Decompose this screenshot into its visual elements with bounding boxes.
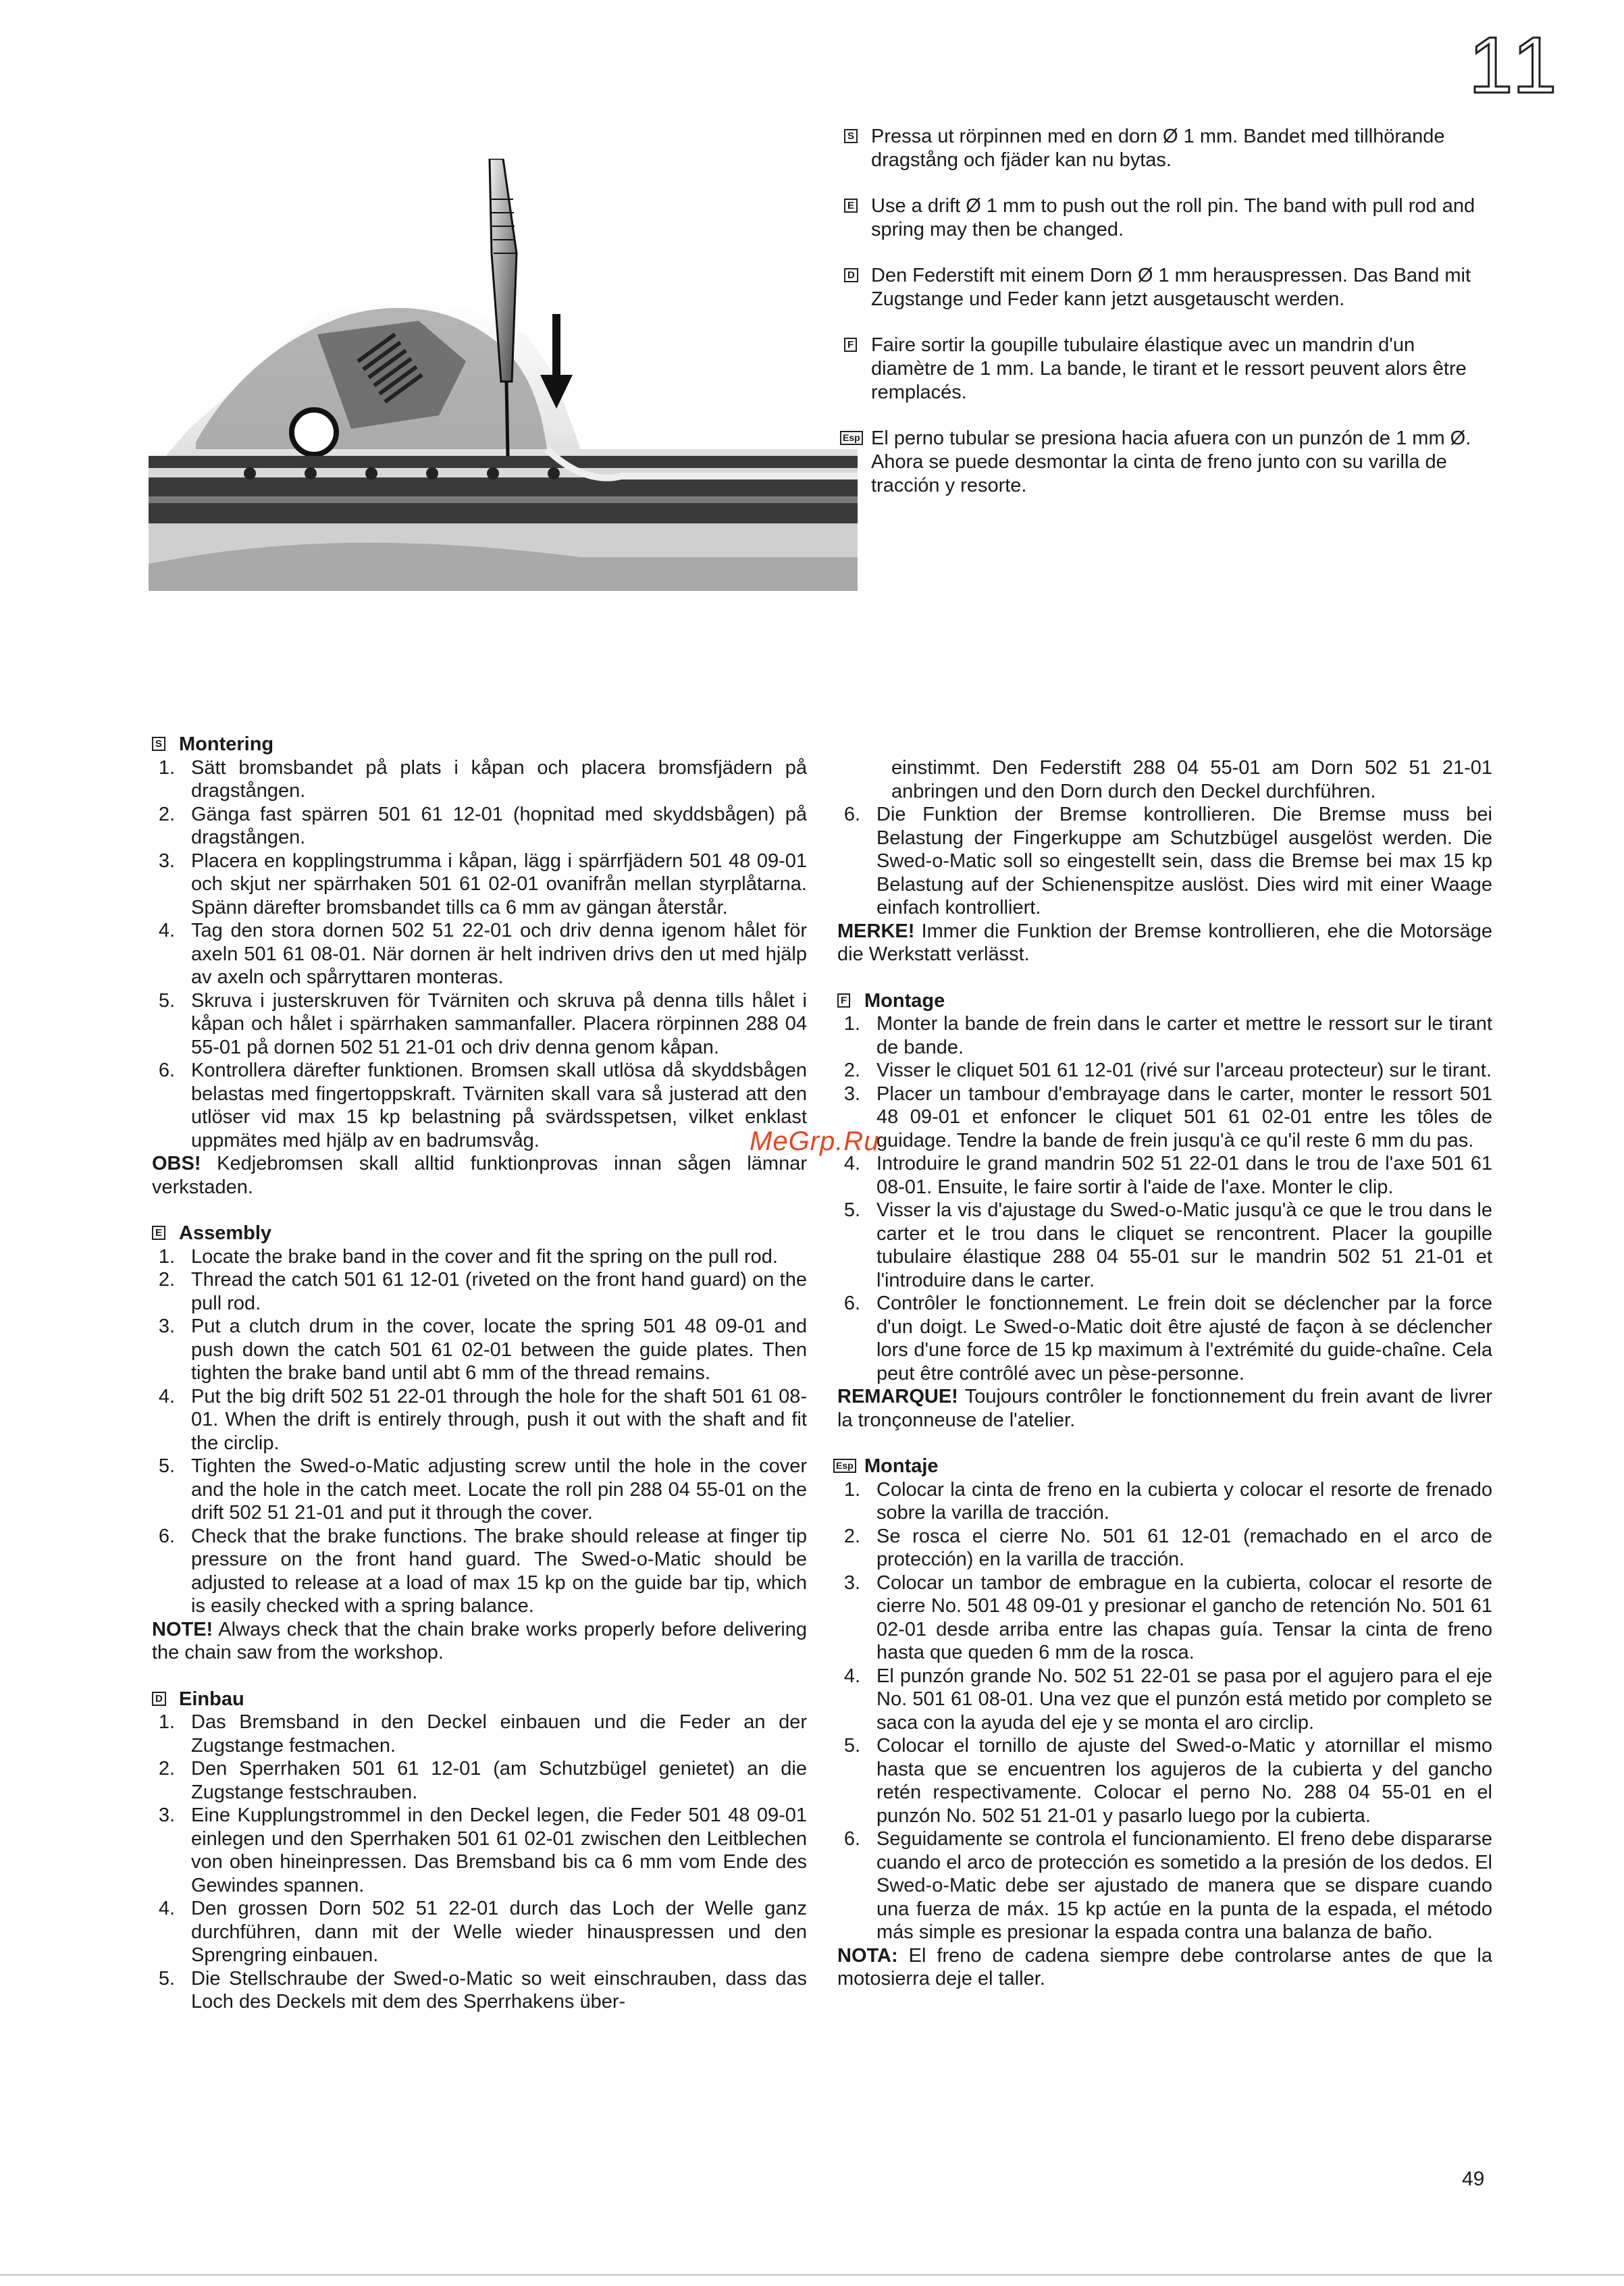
brake-assembly-photo xyxy=(149,159,858,591)
paragraph-spanish: Esp El perno tubular se presiona hacia afuera con un punzón de 1 mm Ø. Ahora se puede desmontar la cinta de freno junto con su varilla de tracción y resorte. xyxy=(844,427,1496,498)
language-badge: S xyxy=(844,129,858,143)
list-item: 3. Eine Kupplungstrommel in den Deckel legen, die Feder 501 48 09-01 einlegen und den Sperrhaken 501 61 02-01 zwischen den Leitblechen von oben hineinpressen. Das Bremsband bis ca 6 mm vom Ende des Gewindes spannen. xyxy=(158,1804,807,1896)
list-item: 3. Placera en kopplingstrumma i kåpan, lägg i spärrfjädern 501 48 09-01 och skjut ner spärrhaken 501 61 02-01 ovanifrån mellan styrplåtarna. Spänn därefter bromsbandet tills ca 6 mm av gängan återstår. xyxy=(158,850,807,918)
note: REMARQUE! Toujours contrôler le fonctionnement du frein avant de livrer la tronçonneuse de l'atelier. xyxy=(837,1386,1492,1431)
note: NOTE! Always check that the chain brake works properly before delivering the chain saw from the workshop. xyxy=(152,1618,807,1663)
list-item: 1. Sätt bromsbandet på plats i kåpan och placera bromsfjädern på dragstången. xyxy=(158,756,807,802)
paragraph-swedish: S Pressa ut rörpinnen med en dorn Ø 1 mm. Bandet med tillhörande dragstång och fjäder kan nu bytas. xyxy=(844,125,1496,172)
list-item: 3. Put a clutch drum in the cover, locate the spring 501 48 09-01 and push down the catch 501 61 02-01 between the guide plates. Then tighten the brake band until abt 6 mm of the thread remains. xyxy=(158,1316,807,1384)
page-number: 49 xyxy=(1462,2168,1485,2190)
watermark: MeGrp.Ru xyxy=(750,1126,880,1156)
list-item: 5. Tighten the Swed-o-Matic adjusting screw until the hole in the cover and the hole in the catch meet. Locate the roll pin 288 04 55-01 on the drift 502 51 21-01 and put it through the cover. xyxy=(158,1455,807,1524)
section-assembly xyxy=(152,1222,807,1665)
list-item: 2. Gänga fast spärren 501 61 12-01 (hopnitad med skyddsbågen) på dragstången. xyxy=(158,803,807,848)
instruction-paragraphs xyxy=(844,125,1496,520)
list-item: 4. Tag den stora dornen 502 51 22-01 och driv denna igenom hålet för axeln 501 61 08-01. När dornen är helt indriven drivs den ut med hjälp av axeln och spårryttaren monteras. xyxy=(158,920,807,988)
list-item: 6. Check that the brake functions. The brake should release at finger tip pressure on the front hand guard. The Swed-o-Matic should be adjusted to release at a load of max 15 kp on the guide bar tip, which is easily checked with a spring balance. xyxy=(158,1525,807,1617)
list-item: 5. Skruva i justerskruven för Tvärniten och skruva på denna tills hålet i kåpan och hålet i spärrhaken sammanfaller. Placera rörpinnen 288 04 55-01 på dornen 502 51 21-01 och driv denna genom kåpan. xyxy=(158,989,807,1058)
left-column xyxy=(152,733,807,2037)
language-badge: D xyxy=(844,268,858,282)
list-item: 1. Das Bremsband in den Deckel einbauen und die Feder an der Zugstange festmachen. xyxy=(158,1711,807,1757)
note: NOTA: El freno de cadena siempre debe controlarse antes de que la motosierra deje el taller. xyxy=(837,1944,1492,1990)
list-item: 2. Thread the catch 501 61 12-01 (riveted on the front hand guard) on the pull rod. xyxy=(158,1269,807,1314)
language-badge: F xyxy=(837,993,850,1008)
step-list xyxy=(152,1711,807,2014)
section-heading: F Montage xyxy=(837,989,1492,1013)
note: MERKE! Immer die Funktion der Bremse kontrollieren, ehe die Motorsäge die Werkstatt verlässt. xyxy=(837,920,1493,965)
language-badge: F xyxy=(844,338,857,352)
language-badge: D xyxy=(152,1692,166,1706)
section-heading: E Assembly xyxy=(152,1222,807,1245)
list-item: 1. Monter la bande de frein dans le carter et mettre le ressort sur le tirant de bande. xyxy=(843,1013,1492,1058)
section-heading: D Einbau xyxy=(152,1688,807,1711)
paragraph-german: D Den Federstift mit einem Dorn Ø 1 mm herauspressen. Das Band mit Zugstange und Feder kann jetzt ausgetauscht werden. xyxy=(844,264,1496,311)
section-montaje xyxy=(837,1455,1492,1991)
step-list xyxy=(837,803,1492,920)
section-einbau-continued xyxy=(837,756,1492,966)
chapter-number: 11 xyxy=(1469,21,1563,110)
language-badge: S xyxy=(152,737,165,751)
section-montage xyxy=(837,989,1492,1432)
language-badge: E xyxy=(844,199,858,213)
paragraph-english: E Use a drift Ø 1 mm to push out the roll pin. The band with pull rod and spring may then be changed. xyxy=(844,194,1496,242)
step-list xyxy=(152,756,807,1153)
list-item: 3. Colocar un tambor de embrague en la cubierta, colocar el resorte de cierre No. 501 48 09-01 y presionar el gancho de retención No. 501 61 02-01 desde arriba entre las chapas guía. Tensar la cinta de freno hasta que queden 6 mm de la rosca. xyxy=(843,1571,1492,1663)
list-item: 4. Put the big drift 502 51 22-01 through the hole for the shaft 501 61 08-01. When the drift is entirely through, push it out with the shaft and fit the circlip. xyxy=(158,1385,807,1454)
list-item: 6. Contrôler le fonctionnement. Le frein doit se déclencher par la force d'un doigt. Le Swed-o-Matic doit être ajusté de façon à se déclencher lors d'une force de 15 kp maximum à l'extrémité du guide-chaîne. Cela peut être contrôlé avec un pèse-personne. xyxy=(843,1293,1492,1384)
list-item: 6. Kontrollera därefter funktionen. Bromsen skall utlösa då skyddsbågen belastas med fingertoppskraft. Tvärniten skall vara så justerad att den utlöser vid max 15 kp belastning på svärdsspetsen, vilket enklast uppmätes med hjälp av en badrumsvåg. xyxy=(158,1060,807,1151)
list-item: 6. Seguidamente se controla el funcionamiento. El freno debe dispararse cuando el arco de protección es sometido a la presión de los dedos. El Swed-o-Matic debe ser ajustado de manera que se dispare cuando una fuerza de máx. 15 kp actúe en la punta de la espada, el método más simple es presionar la espada contra una balanza de baño. xyxy=(843,1828,1492,1943)
step-list xyxy=(837,1478,1492,1944)
step-list xyxy=(152,1245,807,1618)
list-item: 6. Die Funktion der Bremse kontrollieren. Die Bremse muss bei Belastung der Fingerkuppe am Schutzbügel ausgelöst werden. Die Swed-o-Matic soll so eingestellt sein, dass die Bremse bei max 15 kp Belastung auf der Schienenspitze auslöst. Dies wird mit einer Waage einfach kontrolliert. xyxy=(843,804,1492,918)
list-item: 1. Colocar la cinta de freno en la cubierta y colocar el resorte de frenado sobre la varilla de tracción. xyxy=(843,1478,1492,1524)
bottom-rule xyxy=(0,2274,1624,2276)
list-item: 5. Visser la vis d'ajustage du Swed-o-Matic jusqu'à ce que le trou dans le carter et le trou dans le cliquet se rencontrent. Placer la goupille tubulaire élastique 288 04 55-01 sur le mandrin 502 51 21-01 et l'introduire dans le carter. xyxy=(843,1199,1492,1291)
list-item: 1. Locate the brake band in the cover and fit the spring on the pull rod. xyxy=(158,1245,778,1268)
list-item: 4. El punzón grande No. 502 51 22-01 se pasa por el agujero para el eje No. 501 61 08-01. Una vez que el punzón está metido por completo se saca con la ayuda del eje y se monta el aro circlip. xyxy=(843,1665,1492,1734)
language-badge: Esp xyxy=(833,1459,856,1473)
list-item: 2. Se rosca el cierre No. 501 61 12-01 (remachado en el arco de protección) en la varilla de tracción. xyxy=(843,1525,1492,1570)
paragraph-french: F Faire sortir la goupille tubulaire élastique avec un mandrin d'un diamètre de 1 mm. La bande, le tirant et le ressort peuvent alors être remplacés. xyxy=(844,334,1496,405)
list-item: 5. Die Stellschraube der Swed-o-Matic so weit einschrauben, dass das Loch des Deckels mit dem des Sperrhakens über- xyxy=(158,1967,807,2012)
step-list xyxy=(837,1012,1492,1385)
note: OBS! Kedjebromsen skall alltid funktionprovas innan sågen lämnar verkstaden. xyxy=(152,1153,807,1198)
list-item: 3. Placer un tambour d'embrayage dans le carter, monter le ressort 501 48 09-01 et enfoncer le cliquet 501 61 02-01 entre les tôles de guidage. Tendre la bande de frein jusqu'à ce qu'il reste 6 mm du pas. xyxy=(843,1083,1492,1151)
section-montering xyxy=(152,733,807,1199)
language-badge: E xyxy=(152,1226,165,1240)
list-item: 4. Introduire le grand mandrin 502 51 22-01 dans le trou de l'axe 501 61 08-01. Ensuite, le faire sortir à l'aide de l'axe. Monter le clip. xyxy=(843,1153,1492,1198)
list-item: 4. Den grossen Dorn 502 51 22-01 durch das Loch der Welle ganz durchführen, dann mit der Welle wieder hinauspressen und den Sprengring einbauen. xyxy=(158,1898,807,1966)
section-einbau xyxy=(152,1688,807,2014)
section-heading: Esp Montaje xyxy=(837,1455,1492,1478)
list-item: 2. Den Sperrhaken 501 61 12-01 (am Schutzbügel genietet) an die Zugstange festschrauben. xyxy=(158,1758,807,1803)
section-heading: S Montering xyxy=(152,733,807,756)
list-item: 2. Visser le cliquet 501 61 12-01 (rivé sur l'arceau protecteur) sur le tirant. xyxy=(843,1060,1492,1081)
language-badge: Esp xyxy=(840,431,863,445)
list-item: 5. Colocar el tornillo de ajuste del Swed-o-Matic y atornillar el mismo hasta que se encuentren los agujeros de la cubierta y del gancho retén respectivamente. Colocar el perno No. 288 04 55-01 en el punzón No. 502 51 21-01 y pasarlo luego por la cubierta. xyxy=(843,1735,1492,1827)
continued-text: einstimmt. Den Federstift 288 04 55-01 am Dorn 502 51 21-01 anbringen und den Dorn durch den Deckel durchführen. xyxy=(891,757,1492,802)
right-column xyxy=(837,756,1492,2014)
